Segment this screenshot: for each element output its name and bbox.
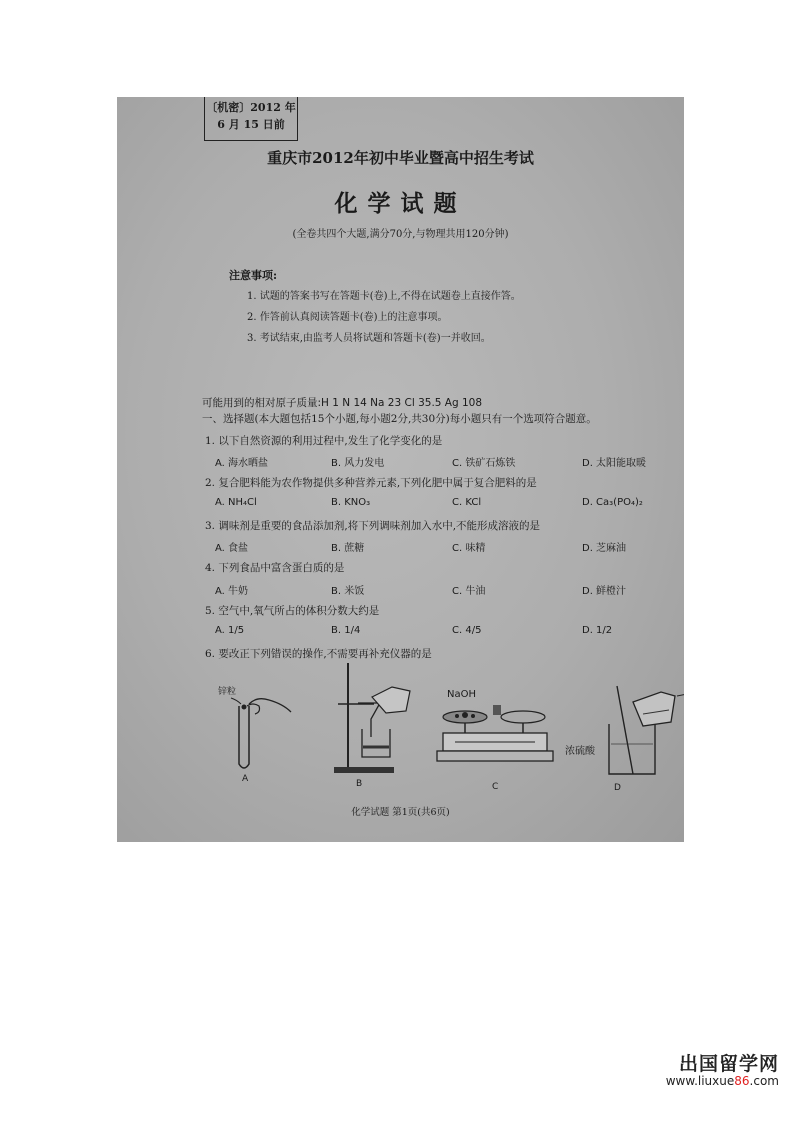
page-footer: 化学试题 第1页(共6页) [351,807,450,818]
section-title: 一、选择题(本大题包括15个小题,每小题2分,共30分)每小题只有一个选项符合题意。 [202,413,597,425]
figure-c-balance [435,697,555,777]
figure-b-letter: B [356,779,363,789]
question-6: 6. 要改正下列错误的操作,不需要再补充仪器的是 [205,648,432,660]
q5-option-a: A. 1/5 [215,625,245,636]
watermark-url-suffix: .com [749,1074,779,1089]
q5-option-d: D. 1/2 [582,625,613,636]
figure-a-label-zinc: 锌粒 [218,687,237,697]
figure-c-label-naoh: NaOH [447,689,476,700]
figure-d-letter: D [614,783,621,793]
figure-a-letter: A [242,774,249,784]
question-1: 1. 以下自然资源的利用过程中,发生了化学变化的是 [205,435,443,447]
q1-option-d: D. 太阳能取暖 [582,458,647,469]
site-watermark [666,1055,779,1088]
question-5: 5. 空气中,氧气所占的体积分数大约是 [205,605,380,617]
q4-option-d: D. 鲜橙汁 [582,586,627,597]
figure-b-filtration [322,657,422,777]
figure-d-label-acid: 浓硫酸 [565,746,595,757]
figure-d-beakers [603,682,684,782]
atomic-masses: 可能用到的相对原子质量:H 1 N 14 Na 23 Cl 35.5 Ag 108 [202,397,483,409]
q2-option-d: D. Ca₃(PO₄)₂ [582,497,643,508]
subject-title: 化学试题 [334,190,467,217]
q1-option-a: A. 海水晒盐 [215,458,269,469]
note-2: 2. 作答前认真阅读答题卡(卷)上的注意事项。 [247,312,448,323]
question-4: 4. 下列食品中富含蛋白质的是 [205,562,345,574]
figure-a-test-tube [217,692,297,772]
note-1: 1. 试题的答案书写在答题卡(卷)上,不得在试题卷上直接作答。 [247,291,521,302]
notes-heading: 注意事项: [229,269,278,282]
q4-option-a: A. 牛奶 [215,586,249,597]
exam-subtitle: (全卷共四个大题,满分70分,与物理共用120分钟) [292,229,509,240]
q2-option-c: C. KCl [452,497,482,508]
figure-c-letter: C [492,782,499,792]
q3-option-d: D. 芝麻油 [582,543,627,554]
q2-option-b: B. KNO₃ [331,497,371,508]
q1-option-c: C. 铁矿石炼铁 [452,458,516,469]
q1-option-b: B. 风力发电 [331,458,385,469]
watermark-url-prefix: www.liuxue [665,1074,735,1089]
q5-option-c: C. 4/5 [452,625,482,636]
q3-option-a: A. 食盐 [215,543,249,554]
confidential-stamp [204,97,298,141]
watermark-url-number: 86 [734,1074,750,1089]
stamp-line-2: 6 月 15 日前 [217,118,285,131]
watermark-site-name: 出国留学网 [678,1053,779,1076]
question-2: 2. 复合肥料能为农作物提供多种营养元素,下列化肥中属于复合肥料的是 [205,477,537,489]
question-3: 3. 调味剂是重要的食品添加剂,将下列调味剂加入水中,不能形成溶液的是 [205,520,541,532]
note-3: 3. 考试结束,由监考人员将试题和答题卡(卷)一并收回。 [247,333,491,344]
q5-option-b: B. 1/4 [331,625,361,636]
q3-option-b: B. 蔗糖 [331,543,365,554]
scanned-exam-photo [117,97,684,842]
q2-option-a: A. NH₄Cl [215,497,257,508]
q3-option-c: C. 味精 [452,543,486,554]
q4-option-c: C. 牛油 [452,586,486,597]
watermark-url [666,1075,779,1088]
stamp-line-1: 〔机密〕2012 年 [206,101,296,114]
exam-title: 重庆市2012年初中毕业暨高中招生考试 [267,149,534,167]
q4-option-b: B. 米饭 [331,586,365,597]
